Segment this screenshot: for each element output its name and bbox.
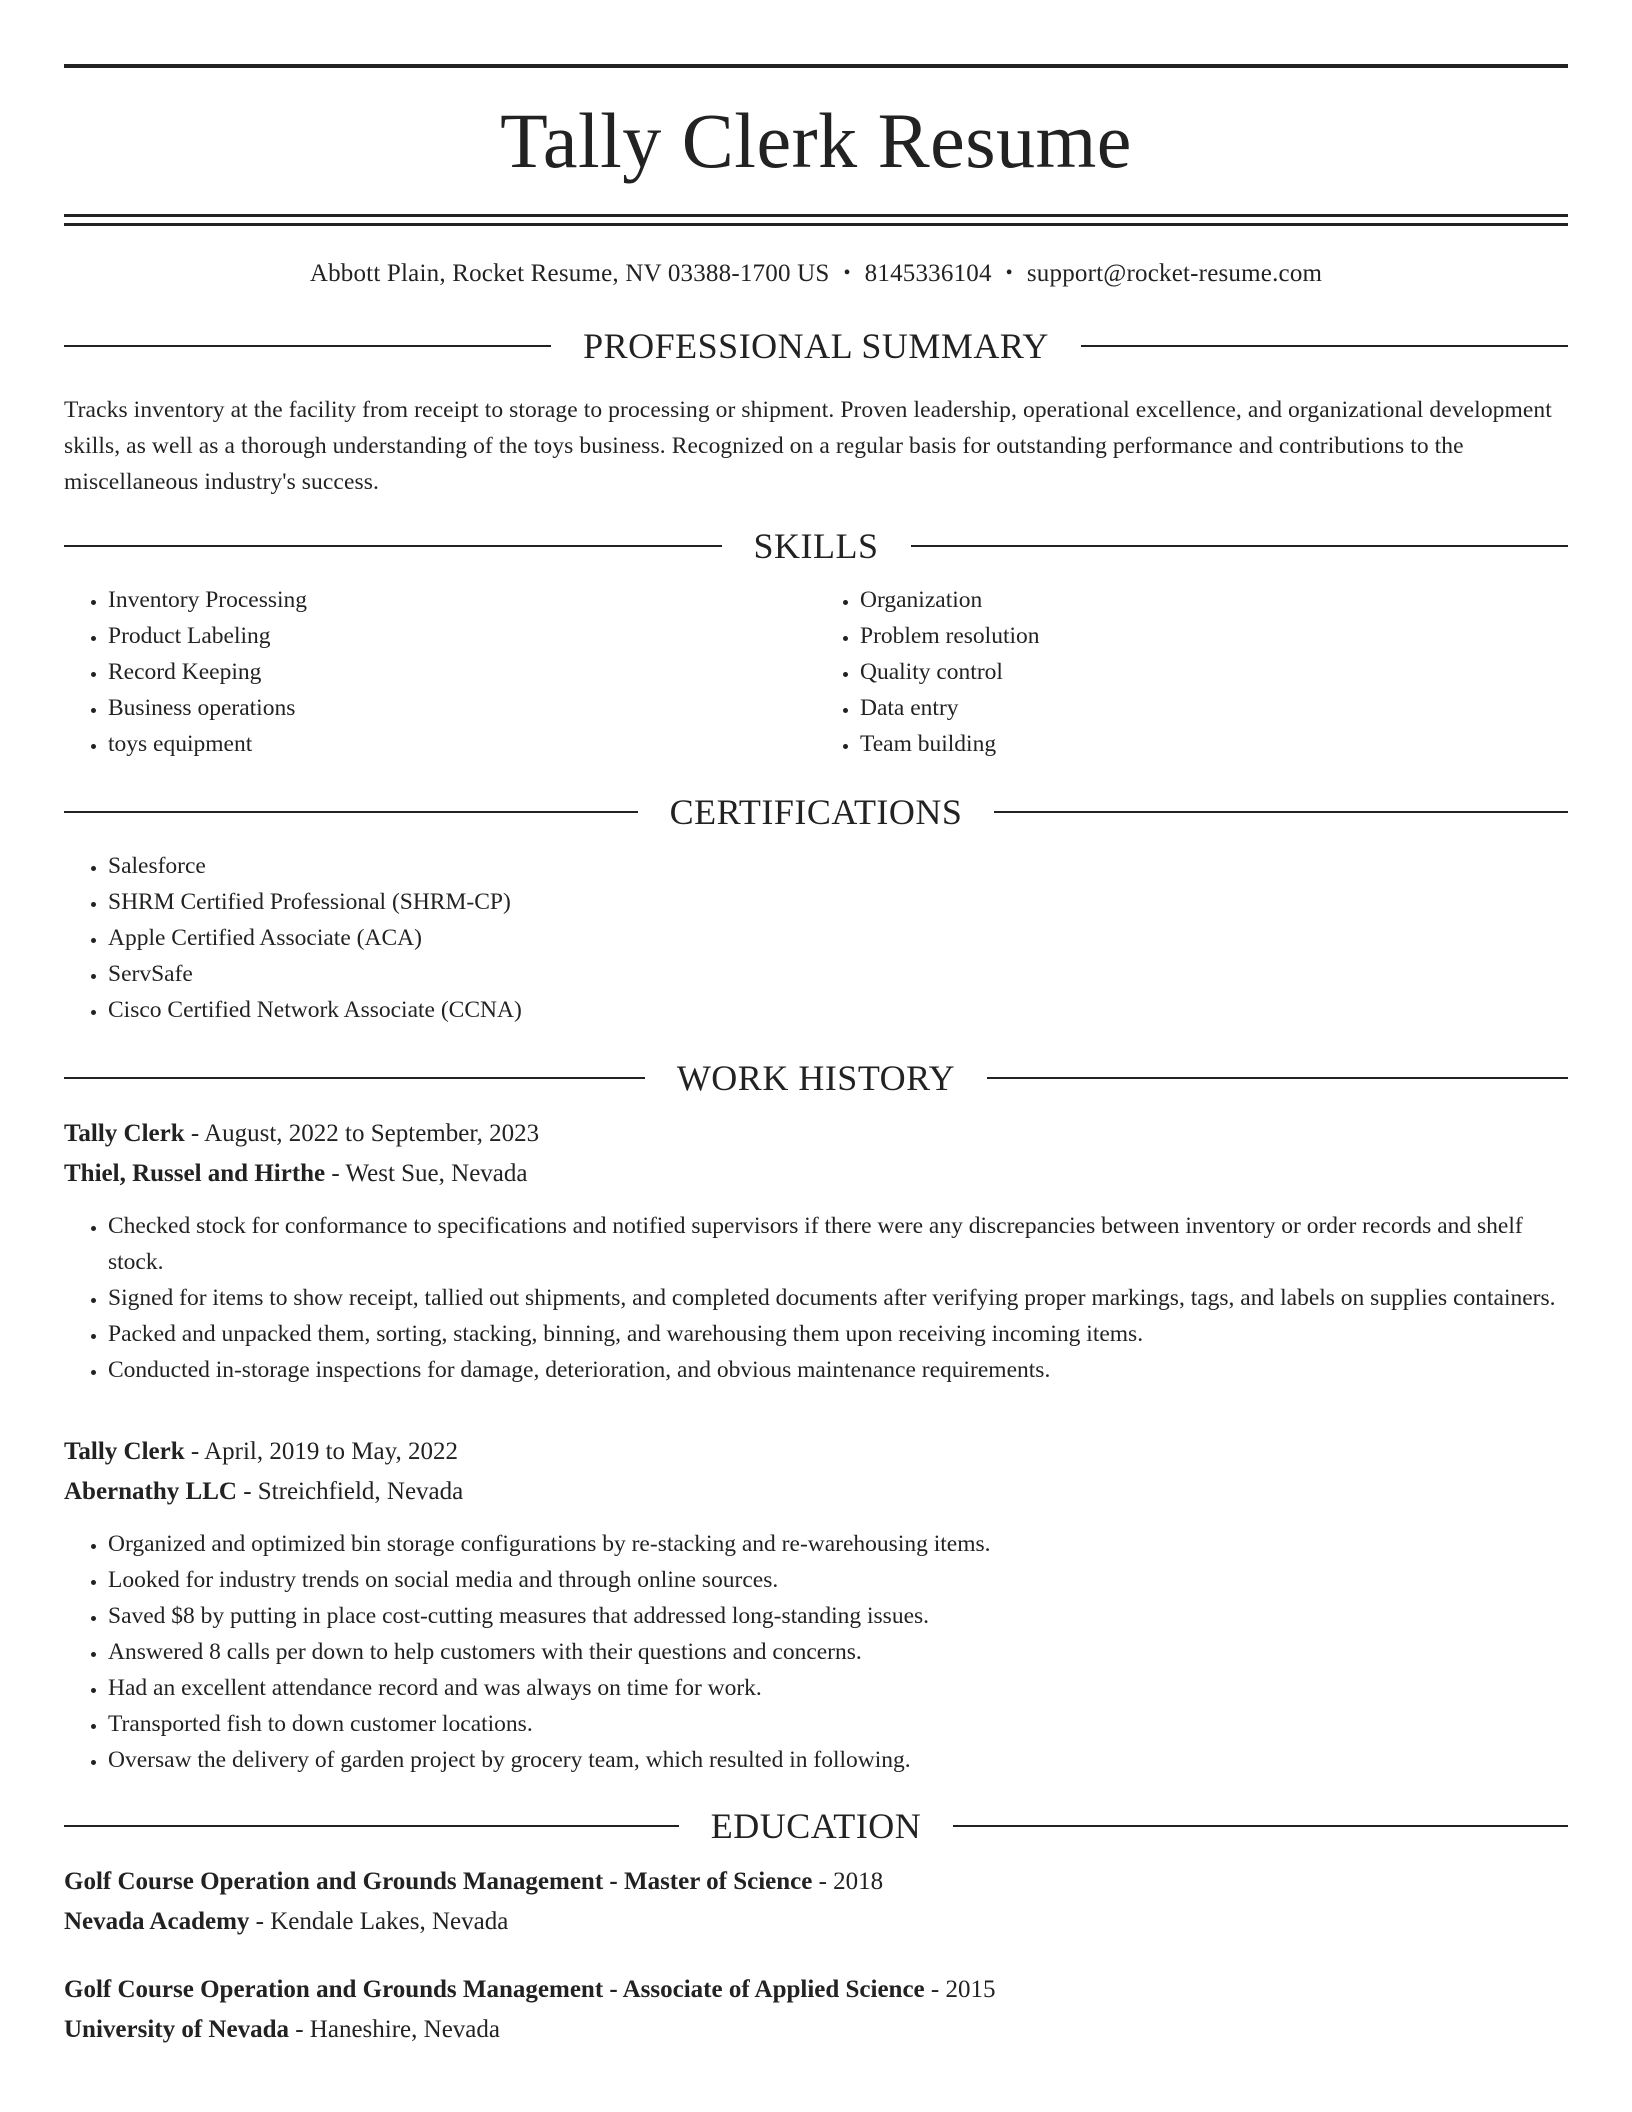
job-bullet: • Organized and optimized bin storage configurations by re-stacking and re-warehousing items. (108, 1526, 1568, 1562)
education-degree: Golf Course Operation and Grounds Management - Master of Science (64, 1868, 813, 1895)
section-header-summary (64, 328, 1568, 364)
section-header-certifications (64, 794, 1568, 830)
divider (994, 811, 1568, 813)
job-company: Abernathy LLC (64, 1478, 237, 1505)
section-title: CERTIFICATIONS (669, 792, 963, 832)
divider (64, 811, 638, 813)
title-double-rule (64, 214, 1568, 226)
skill-item: • Business operations (108, 690, 816, 726)
skills-column-right (816, 582, 1568, 762)
section-title: EDUCATION (710, 1806, 922, 1846)
top-rule (64, 64, 1568, 68)
summary-text: Tracks inventory at the facility from receipt to storage to processing or shipment. Proven leadership, operational excellence, and organizational development skills, as well as a thorough understanding of the toys business. Recognized on a regular basis for outstanding performance and contributions to the miscellaneous industry's success. (64, 397, 1552, 495)
job-role: Tally Clerk (64, 1438, 185, 1465)
education-degree-line (64, 1970, 1568, 2010)
resume-title: Tally Clerk Resume (500, 97, 1132, 184)
education-school: University of Nevada (64, 2016, 289, 2043)
education-year: - 2015 (924, 1976, 996, 2003)
education-school-line (64, 1902, 1568, 1942)
job-dates: - August, 2022 to September, 2023 (184, 1120, 540, 1147)
job-dates: - April, 2019 to May, 2022 (184, 1438, 458, 1465)
section-header-work (64, 1060, 1568, 1096)
job-bullet: • Packed and unpacked them, sorting, stacking, binning, and warehousing them upon receiving incoming items. (108, 1316, 1568, 1352)
certification-item: • Apple Certified Associate (ACA) (108, 920, 1568, 956)
divider (64, 545, 722, 547)
contact-address: Abbott Plain, Rocket Resume, NV 03388-1700 US (309, 260, 830, 287)
job-bullet: • Looked for industry trends on social media and through online sources. (108, 1562, 1568, 1598)
divider (64, 1825, 679, 1827)
job-bullets (64, 1208, 1568, 1388)
divider (1081, 345, 1568, 347)
section-title: WORK HISTORY (676, 1058, 956, 1098)
skill-item: • Data entry (860, 690, 1568, 726)
job-role: Tally Clerk (64, 1120, 185, 1147)
job-company-line (64, 1154, 1568, 1194)
contact-phone: 8145336104 (864, 260, 992, 287)
education-location: - Kendale Lakes, Nevada (249, 1908, 509, 1935)
certifications-list (64, 848, 1568, 1028)
divider (987, 1077, 1568, 1079)
certification-item: • Cisco Certified Network Associate (CCNA) (108, 992, 1568, 1028)
skill-item: • Organization (860, 582, 1568, 618)
education-degree: Golf Course Operation and Grounds Management - Associate of Applied Science (64, 1976, 925, 2003)
skill-item: • toys equipment (108, 726, 816, 762)
certification-item: • SHRM Certified Professional (SHRM-CP) (108, 884, 1568, 920)
section-header-skills (64, 528, 1568, 564)
education-degree-line (64, 1862, 1568, 1902)
skills-column-left (64, 582, 816, 762)
education-year: - 2018 (812, 1868, 884, 1895)
contact-email[interactable]: support@rocket-resume.com (1026, 260, 1323, 287)
job-title-line (64, 1114, 1568, 1154)
job-location: - West Sue, Nevada (325, 1160, 528, 1187)
job-company-line (64, 1472, 1568, 1512)
divider (64, 1077, 645, 1079)
section-title: SKILLS (753, 526, 879, 566)
job-bullet: • Saved $8 by putting in place cost-cutting measures that addressed long-standing issues. (108, 1598, 1568, 1634)
contact-line (64, 260, 1568, 288)
job-title-line (64, 1432, 1568, 1472)
job-bullet: • Had an excellent attendance record and was always on time for work. (108, 1670, 1568, 1706)
job-entry (64, 1114, 1568, 1388)
education-entry (64, 1862, 1568, 1942)
skills-list (64, 582, 1568, 762)
education-school: Nevada Academy (64, 1908, 250, 1935)
job-bullet: • Conducted in-storage inspections for damage, deterioration, and obvious maintenance requirements. (108, 1352, 1568, 1388)
job-entry (64, 1432, 1568, 1778)
skill-item: • Team building (860, 726, 1568, 762)
section-title: PROFESSIONAL SUMMARY (583, 326, 1049, 366)
skill-item: • Quality control (860, 654, 1568, 690)
job-bullet: • Answered 8 calls per down to help customers with their questions and concerns. (108, 1634, 1568, 1670)
divider (953, 1825, 1568, 1827)
divider (64, 345, 551, 347)
section-header-education (64, 1808, 1568, 1844)
job-location: - Streichfield, Nevada (236, 1478, 464, 1505)
divider (911, 545, 1569, 547)
job-bullet: • Oversaw the delivery of garden project by grocery team, which resulted in following. (108, 1742, 1568, 1778)
certification-item: • ServSafe (108, 956, 1568, 992)
job-company: Thiel, Russel and Hirthe (64, 1160, 326, 1187)
skill-item: • Inventory Processing (108, 582, 816, 618)
contact-separator: • (843, 262, 851, 284)
skill-item: • Product Labeling (108, 618, 816, 654)
skill-item: • Record Keeping (108, 654, 816, 690)
job-bullet: • Checked stock for conformance to specifications and notified supervisors if there were any discrepancies between inventory or order records and shelf stock. (108, 1208, 1568, 1280)
certification-item: • Salesforce (108, 848, 1568, 884)
education-entry (64, 1970, 1568, 2050)
education-school-line (64, 2010, 1568, 2050)
skill-item: • Problem resolution (860, 618, 1568, 654)
job-bullets (64, 1526, 1568, 1778)
contact-separator: • (1005, 262, 1013, 284)
job-bullet: • Transported fish to down customer locations. (108, 1706, 1568, 1742)
job-bullet: • Signed for items to show receipt, tallied out shipments, and completed documents after verifying proper markings, tags, and labels on supplies containers. (108, 1280, 1568, 1316)
education-location: - Haneshire, Nevada (288, 2016, 500, 2043)
